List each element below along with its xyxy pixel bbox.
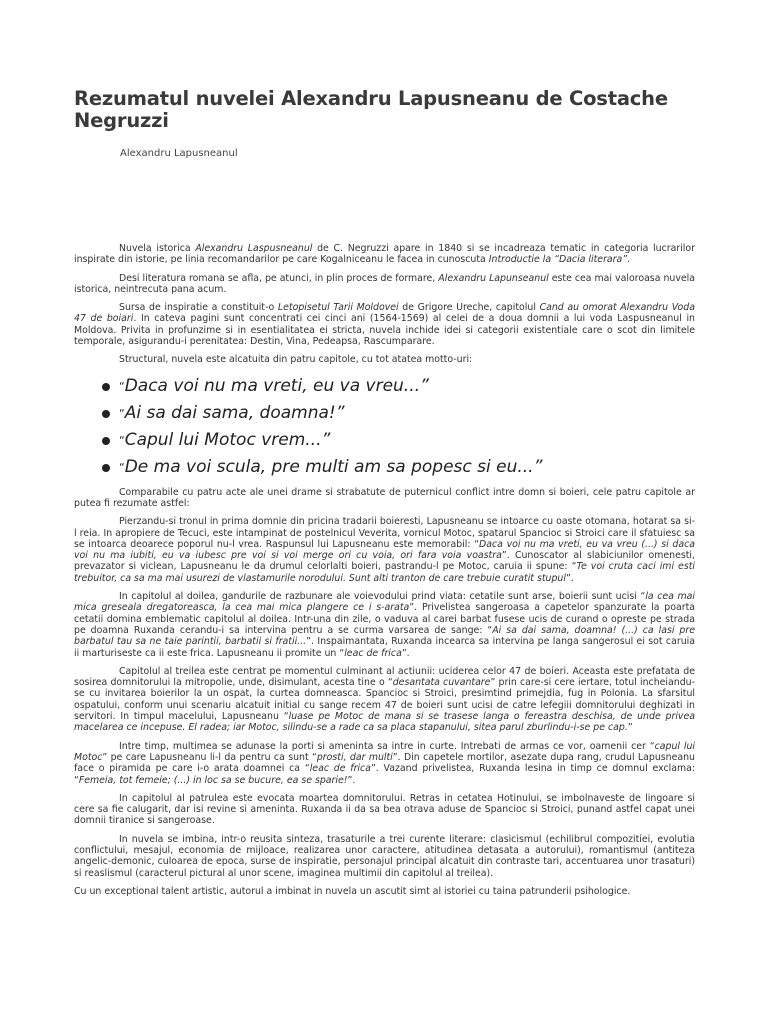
paragraph-capitol-4: In capitolul al patrulea este evocata moartea domnitorului. Retras in cetatea Hotinului, se imbolnaveste de lingoare si cere sa fie calugarit, dar isi revine si ameninta. Ruxanda ii da sa bea otrava aduse de Spancioc si Stroici, punand astfel capat unei domnii tiranice si sangeroase. [74,792,695,827]
motto-item: “Ai sa dai sama, doamna!” [74,400,695,427]
paragraph-curente: In nuvela se imbina, intr-o reusita sinteza, trasaturile a trei curente literare: clasicismul (echilibrul compozitiei, evolutia conflictului, mesajul, economia de mijloace, realizarea unor caractere, atitudinea detasata a autorului), romantismul (antiteza angelic-demonic, culoarea de epoca, surse de inspiratie, personajul principal alcatuit din contraste tari, accentuarea unor trasaturi) si reaslismul (caracterul pictural al unor scene, imaginea multimii din capitolul al treilea). [74,833,695,879]
paragraph-structura: Structural, nuvela este alcatuita din patru capitole, cu tot atatea motto-uri: [119,354,473,366]
document-title: Rezumatul nuvelei Alexandru Lapusneanu de Costache Negruzzi [74,87,668,132]
paragraph-capitol-3: Capitolul al treilea este centrat pe momentul culminant al actiunii: uciderea celor 47 de boieri. Aceasta este prefatata de sosirea domnitorului la mitropolie, unde, disimulant, acesta tine o “desantata cuvantare” prin care-si cere iertare, totul incheiandu-se cu invitarea boierilor la un ospat, la curtea domneasca. Spancioc si Stroici, presimtind primejdia, fug in Polonia. La sfarsitul ospatului, conform unui scenariu alcatuit initial cu sange recem 47 de boieri sunt ucisi de catre lefegiii domnitorului deghizati in servitori. In timpul macelului, Lapusneanu “luase pe Motoc de mana si se trasese langa o fereastra deschisa, de unde privea macelarea ce incepuse. El radea; iar Motoc, silindu-se a rade ca sa placa stapanului, sitea parul zburlindu-i-se pe cap.” [74,665,695,734]
motto-item: “De ma voi scula, pre multi am sa popesc si eu...” [74,454,695,481]
paragraph-multimea: Intre timp, multimea se adunase la porti si ameninta sa intre in curte. Intrebati de armas ce vor, oamenii cer “capul lui Motoc” pe care Lapusneanu li-l da pentru ca sunt “prosti, dar multi”. Din capetele mortilor, asezate dupa rang, crudul Lapusneanu face o piramida pe care i-o arata doamnei ca “leac de frica”. Vazand privelistea, Ruxanda lesina in timp ce domnul exclama: “Femeia, tot femeie; (...) in loc sa se bucure, ea se sparie!”. [74,740,696,786]
paragraph-valoare: Desi literatura romana se afla, pe atunci, in plin proces de formare, Alexandru Lapunseanul este cea mai valoroasa nuvela istorica, neintrecuta pana acum. [74,272,695,295]
paragraph-sursa: Sursa de inspiratie a constituit-o Letopisetul Tarii Moldovei de Grigore Ureche, capitolul Cand au omorat Alexandru Voda 47 de boiari. In cateva pagini sunt concentrati cei cinci ani (1564-1569) al celei de a doua domnii a lui voda Laspusneanul in Moldova. Privita in profunzime si in esentialitatea ei stricta, nuvela inchide idei si categorii existentiale care o scot din limitele temporale, asigurandu-i perenitatea: Destin, Vina, Pedeapsa, Rascumparare. [74,302,695,348]
paragraph-comparabile: Comparabile cu patru acte ale unei drame si strabatute de puternicul conflict intre domn si boieri, cele patru capitole ar putea fi rezumate astfel: [74,486,695,509]
document-body [74,243,695,897]
motto-item: “Capul lui Motoc vrem...” [74,427,695,454]
paragraph-capitol-1: Pierzandu-si tronul in prima domnie din pricina tradarii boieresti, Lapusneanu se intoarce cu oaste otomana, hotarat sa si-l reia. In apropiere de Tecuci, este intampinat de postelnicul Veverita, vornicul Motoc, spatarul Spancioc si Stroici care il sfatuiesc sa se intoarca deoarece poporul nu-l vrea. Raspunsul lui Lapusneanu este memorabil: “Daca voi nu ma vreti, eu va vreu (...) si daca voi nu ma iubiti, eu va iubesc pre voi si voi merge ori cu voia, ori fara voia voastra”. Cunoscator al slabiciunilor omenesti, prevazator si viclean, Lapusneanu le da drumul celorlalti boieri, pastrandu-l pe Motoc, caruia ii spune: “Te voi cruta caci imi esti trebuitor, ca sa ma mai usurezi de vlastamurile norodului. Sunt alti tranton de care trebuie curatit stupul”. [74,516,695,584]
motto-list [74,373,695,481]
paragraph-capitol-2: In capitolul al doilea, gandurile de razbunare ale voievodului prind viata: cetatile sunt arse, boierii sunt ucisi “la cea mai mica greseala dregatoreasca, la cea mai mica plangere ce i s-arata”. Privelistea sangeroasa a capetelor spanzurate la poarta cetatii domina emblematic capitolul al doilea. Intr-una din zile, o vaduva al carei barbat fusese ucis de curand o opreste pe strada pe doamna Ruxanda cerandu-i sa intervina pentru a se curma varsarea de sange: “Ai sa dai sama, doamna! (...) ca lasi pre barbatul tau sa ne taie parintii, barbatii si fratii...”. Inspaimantata, Ruxanda incearca sa intervina pe langa sangerosul ei sot caruia ii marturiseste ca ii este frica. Lapusneanu ii promite un “leac de frica”. [74,591,695,659]
paragraph-concluzie: Cu un exceptional talent artistic, autorul a imbinat in nuvela un ascutit simt al istoriei cu taina patrunderii psihologice. [74,885,631,897]
motto-item: “Daca voi nu ma vreti, eu va vreu...” [74,373,695,400]
document-subtitle: Alexandru Lapusneanul [120,148,238,159]
paragraph-intro: Nuvela istorica Alexandru Laspusneanul de C. Negruzzi apare in 1840 si se incadreaza tematic in categoria lucrarilor inspirate din istorie, pe linia recomandarilor pe care Kogalniceanu le facea in cunoscuta Introductie la “Dacia literara”. [74,243,695,266]
document-page [74,88,695,904]
